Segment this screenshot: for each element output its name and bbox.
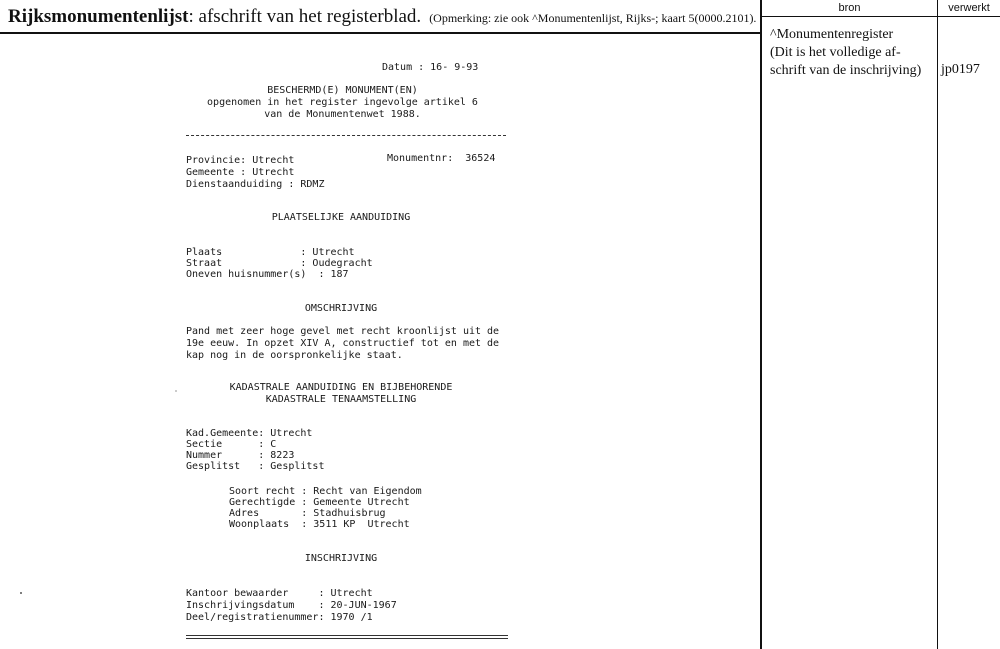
section-title-kadastraal: KADASTRALE TENAAMSTELLING	[265, 394, 417, 405]
inschrijving-line: Kantoor bewaarder : Utrecht	[186, 588, 373, 599]
section-title-inschrijving: INSCHRIJVING	[304, 553, 378, 564]
header-divider	[0, 32, 760, 34]
double-divider	[186, 635, 508, 639]
section-title-plaatselijk: PLAATSELIJKE AANDUIDING	[271, 212, 411, 223]
plaatselijk-line: Oneven huisnummer(s) : 187	[186, 269, 349, 280]
plaatselijk-line: Straat : Oudegracht	[186, 258, 373, 269]
heading-line: BESCHERMD(E) MONUMENT(EN)	[267, 85, 418, 96]
scan-speck	[175, 390, 177, 392]
inschrijving-line: Deel/registratienummer: 1970 /1	[186, 612, 373, 623]
inschrijving-line: Inschrijvingsdatum : 20-JUN-1967	[186, 600, 397, 611]
verwerkt-column-header: verwerkt	[948, 2, 990, 14]
verwerkt-value: jp0197	[941, 62, 980, 77]
page-title	[8, 6, 760, 28]
provincie: Provincie: Utrecht	[186, 155, 295, 166]
kadastraal-line: Gesplitst : Gesplitst	[186, 461, 325, 472]
section-title-omschrijving: OMSCHRIJVING	[304, 303, 378, 314]
heading-line: opgenomen in het register ingevolge artikel 6	[207, 97, 478, 108]
omschrijving-line: 19e eeuw. In opzet XIV A, constructief tot en met de	[186, 338, 500, 349]
kadastraal-line: Sectie : C	[186, 439, 277, 450]
column-divider-bron	[760, 0, 762, 649]
bron-line: ^Monumentenregister	[770, 27, 894, 42]
bron-text	[770, 26, 935, 80]
section-title-kadastraal: KADASTRALE AANDUIDING EN BIJBEHORENDE	[229, 382, 453, 393]
kadastraal-line: Nummer : 8223	[186, 450, 295, 461]
bron-line: (Dit is het volledige af-	[770, 45, 901, 60]
omschrijving-line: kap nog in de oorspronkelijke staat.	[186, 350, 403, 361]
heading-line: van de Monumentenwet 1988.	[264, 109, 421, 120]
eigendom-line: Woonplaats : 3511 KP Utrecht	[229, 519, 410, 530]
title-subtitle: : afschrift van het registerblad.	[188, 6, 422, 27]
eigendom-line: Gerechtigde : Gemeente Utrecht	[229, 497, 410, 508]
eigendom-line: Adres : Stadhuisbrug	[229, 508, 386, 519]
gemeente: Gemeente : Utrecht	[186, 167, 295, 178]
bron-column-header: bron	[838, 2, 861, 14]
title-main: Rijksmonumentenlijst	[8, 6, 189, 27]
kadastraal-line: Kad.Gemeente: Utrecht	[186, 428, 313, 439]
dashed-divider	[186, 135, 506, 136]
datum: Datum : 16- 9-93	[382, 62, 479, 73]
bron-line: schrift van de inschrijving)	[770, 63, 922, 78]
column-divider-verwerkt	[937, 0, 938, 649]
eigendom-line: Soort recht : Recht van Eigendom	[229, 486, 422, 497]
plaatselijk-line: Plaats : Utrecht	[186, 247, 355, 258]
omschrijving-line: Pand met zeer hoge gevel met recht kroonlijst uit de	[186, 326, 500, 337]
column-header-divider	[760, 16, 1000, 17]
title-note: (Opmerking: zie ook ^Monumentenlijst, Rijks-; kaart 5(0000.2101).	[429, 11, 757, 25]
monumentnr: Monumentnr: 36524	[387, 153, 496, 164]
scan-speck	[20, 592, 22, 594]
dienstaanduiding: Dienstaanduiding : RDMZ	[186, 179, 325, 190]
